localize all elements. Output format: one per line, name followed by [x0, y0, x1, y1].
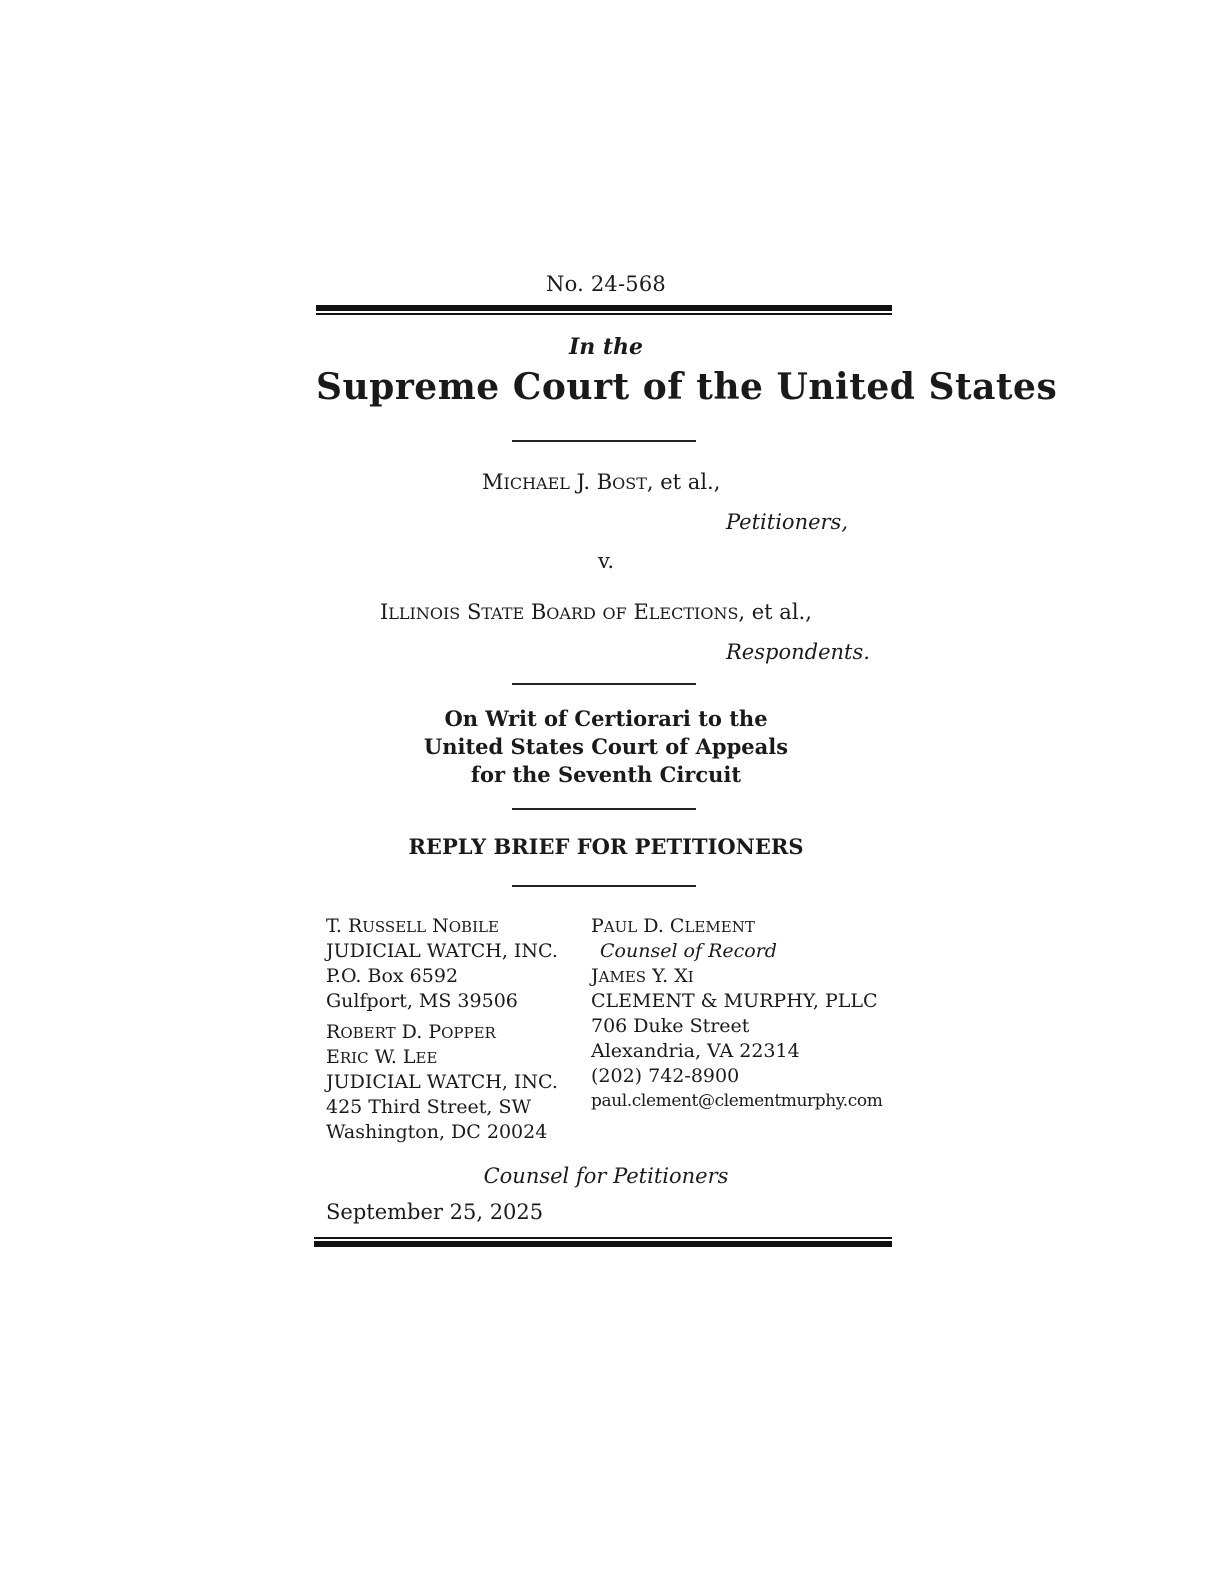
address2-line1: 425 Third Street, SW	[326, 1096, 532, 1118]
counsel-of-record: Counsel of Record	[600, 940, 777, 962]
writ-line-1: On Writ of Certiorari to the	[444, 706, 768, 731]
attorney-popper: ROBERT D. POPPER	[326, 1021, 496, 1043]
address-line1: 706 Duke Street	[591, 1015, 750, 1037]
attorney-lee: ERIC W. LEE	[326, 1046, 438, 1068]
writ-caption	[316, 705, 896, 789]
court-name: Supreme Court of the United States	[316, 366, 1058, 408]
attorney-nobile: T. RUSSELL NOBILE	[326, 915, 499, 937]
address2-line2: Washington, DC 20024	[326, 1121, 548, 1143]
firm-judicial-watch-2: JUDICIAL WATCH, INC.	[326, 1071, 558, 1093]
petitioner-role: Petitioners,	[726, 510, 849, 534]
bottom-rule-thin	[314, 1237, 892, 1239]
counsel-right-column	[591, 914, 882, 1114]
court-preamble: In the	[568, 334, 644, 360]
email: paul.clement@clementmurphy.com	[591, 1091, 883, 1111]
writ-line-3: for the Seventh Circuit	[470, 762, 742, 787]
attorney-xi: JAMES Y. XI	[591, 965, 694, 987]
firm-judicial-watch-1: JUDICIAL WATCH, INC.	[326, 940, 558, 962]
address1-line2: Gulfport, MS 39506	[326, 990, 518, 1012]
brief-title: REPLY BRIEF FOR PETITIONERS	[408, 834, 804, 859]
docket-number: No. 24-568	[546, 272, 666, 296]
address1-line1: P.O. Box 6592	[326, 965, 459, 987]
petitioner-name: MICHAEL J. BOST, et al.,	[482, 470, 721, 494]
counsel-left-column	[326, 914, 558, 1145]
divider-rule-3	[512, 808, 696, 810]
respondent-role: Respondents.	[726, 640, 870, 664]
bottom-rule-thick	[314, 1241, 892, 1247]
respondent-name: ILLINOIS STATE BOARD OF ELECTIONS, et al.,	[380, 600, 812, 624]
divider-rule-4	[512, 885, 696, 887]
top-rule-thin	[316, 313, 892, 315]
versus: v.	[597, 549, 615, 573]
writ-line-2: United States Court of Appeals	[423, 734, 789, 759]
top-rule-thick	[316, 305, 892, 311]
divider-rule-1	[512, 440, 696, 442]
phone: (202) 742-8900	[591, 1065, 740, 1087]
filing-date: September 25, 2025	[326, 1200, 544, 1224]
counsel-for: Counsel for Petitioners	[483, 1164, 729, 1188]
firm-clement-murphy: CLEMENT & MURPHY, PLLC	[591, 990, 878, 1012]
attorney-clement: PAUL D. CLEMENT	[591, 915, 755, 937]
address-line2: Alexandria, VA 22314	[591, 1040, 800, 1062]
divider-rule-2	[512, 683, 696, 685]
